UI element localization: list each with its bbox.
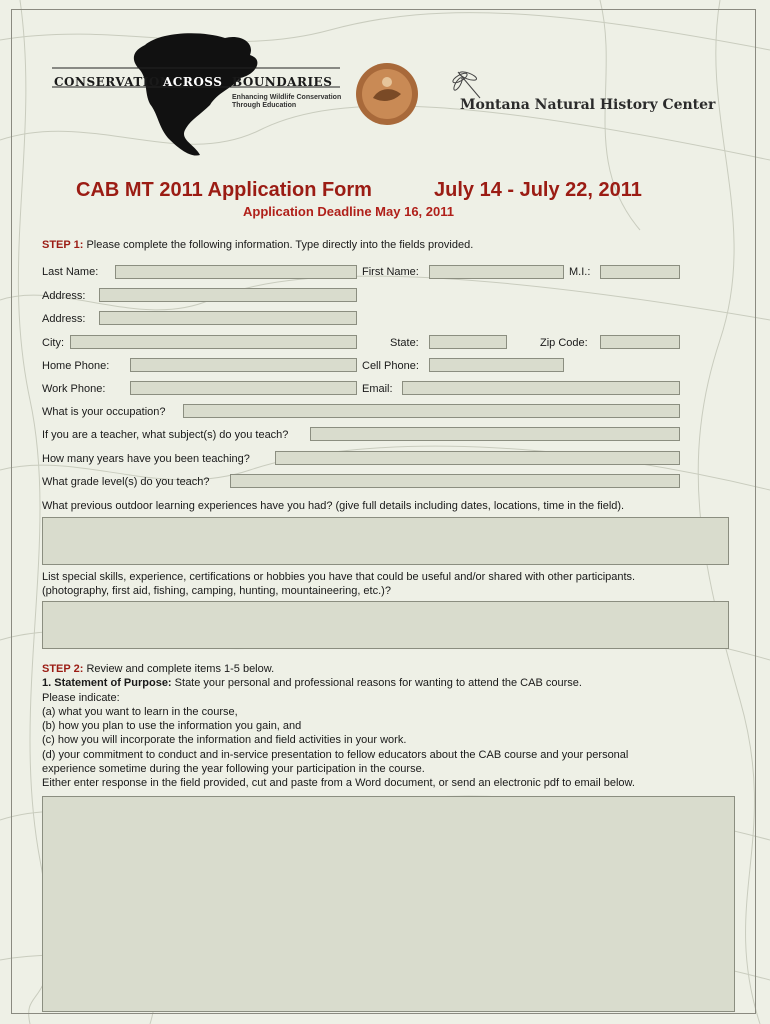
step2-instruction: Review and complete items 1-5 below. [86,663,275,675]
zip-code-label: Zip Code: [540,337,588,349]
last-name-label: Last Name: [42,266,99,278]
occupation-field[interactable] [183,404,680,418]
work-phone-label: Work Phone: [42,383,106,395]
item1-a: (a) what you want to learn in the course, [42,705,238,718]
city-field[interactable] [70,335,357,349]
grade-levels-label: What grade level(s) do you teach? [42,476,210,488]
item1-title: Statement of Purpose: [54,677,172,690]
middle-initial-label: M.I.: [569,266,591,278]
address1-label: Address: [42,290,86,302]
cell-phone-field[interactable] [429,358,564,372]
step1-instruction: Please complete the following information. Type directly into the fields provided. [86,239,474,251]
cab-tagline [232,94,342,110]
response-instructions: Either enter response in the field provided, cut and paste from a Word document, or send an electronic pdf to email below. [42,777,635,790]
item1-b: (b) how you plan to use the information you gain, and [42,720,302,733]
years-teaching-field[interactable] [275,451,680,465]
first-name-field[interactable] [429,265,564,279]
step1-heading [42,239,473,251]
home-phone-label: Home Phone: [42,360,110,372]
program-dates: July 14 - July 22, 2011 [434,179,642,201]
grade-levels-field[interactable] [230,474,680,488]
address1-field[interactable] [99,288,357,302]
email-label: Email: [362,383,393,395]
outdoor-experience-textarea[interactable] [42,517,729,565]
cell-phone-label: Cell Phone: [362,360,419,372]
first-name-label: First Name: [362,266,419,278]
seal-emblem [355,62,419,126]
item1-d-line1: (d) your commitment to conduct and in-service presentation to fellow educators about the CAB course and your personal [42,748,629,761]
years-teaching-label: How many years have you been teaching? [42,453,250,465]
occupation-label: What is your occupation? [42,406,166,418]
zip-code-field[interactable] [600,335,680,349]
outdoor-experience-label: What previous outdoor learning experiences have you had? (give full details including dates, locations, time in the field). [42,500,625,512]
cab-tagline-line2: Through Education [232,102,297,109]
home-phone-field[interactable] [130,358,357,372]
cab-logo-word-boundaries: BOUNDARIES [232,75,333,89]
statement-of-purpose-textarea[interactable] [42,796,735,1012]
state-field[interactable] [429,335,507,349]
item1-text: State your personal and professional reasons for wanting to attend the CAB course. [174,677,582,690]
item1-c: (c) how you will incorporate the information and field activities in your work. [42,734,407,747]
email-field[interactable] [402,381,680,395]
step2-label: STEP 2: [42,663,84,675]
skills-label-line2: (photography, first aid, fishing, camping, hunting, mountaineering, etc.)? [42,585,391,598]
cab-tagline-line1: Enhancing Wildlife Conservation [232,94,342,101]
address2-label: Address: [42,313,86,325]
item1-d-line2: experience sometime during the year following your participation in the course. [42,763,425,776]
address2-field[interactable] [99,311,357,325]
skills-label [42,570,742,599]
step2-heading [42,662,742,676]
teacher-subject-label: If you are a teacher, what subject(s) do you teach? [42,429,289,441]
application-deadline: Application Deadline May 16, 2011 [243,204,454,219]
last-name-field[interactable] [115,265,357,279]
form-title: CAB MT 2011 Application Form [76,179,372,201]
cab-logo-word-across: ACROSS [163,75,223,89]
teacher-subject-field[interactable] [310,427,680,441]
work-phone-field[interactable] [130,381,357,395]
skills-label-line1: List special skills, experience, certifications or hobbies you have that could be useful and/or shared with other participants. [42,571,636,583]
item1-heading: 1. Statement of Purpose: State your personal and professional reasons for wanting to attend the CAB course. [42,677,582,690]
please-indicate: Please indicate: [42,691,120,704]
cab-logo-word-conservation: CONSERVATION [54,75,172,89]
city-label: City: [42,337,64,349]
step2-section [42,662,742,791]
step1-label: STEP 1: [42,239,84,251]
item1-number: 1 [42,677,49,690]
partner-name: Montana Natural History Center [460,97,716,113]
middle-initial-field[interactable] [600,265,680,279]
state-label: State: [390,337,419,349]
skills-textarea[interactable] [42,601,729,649]
